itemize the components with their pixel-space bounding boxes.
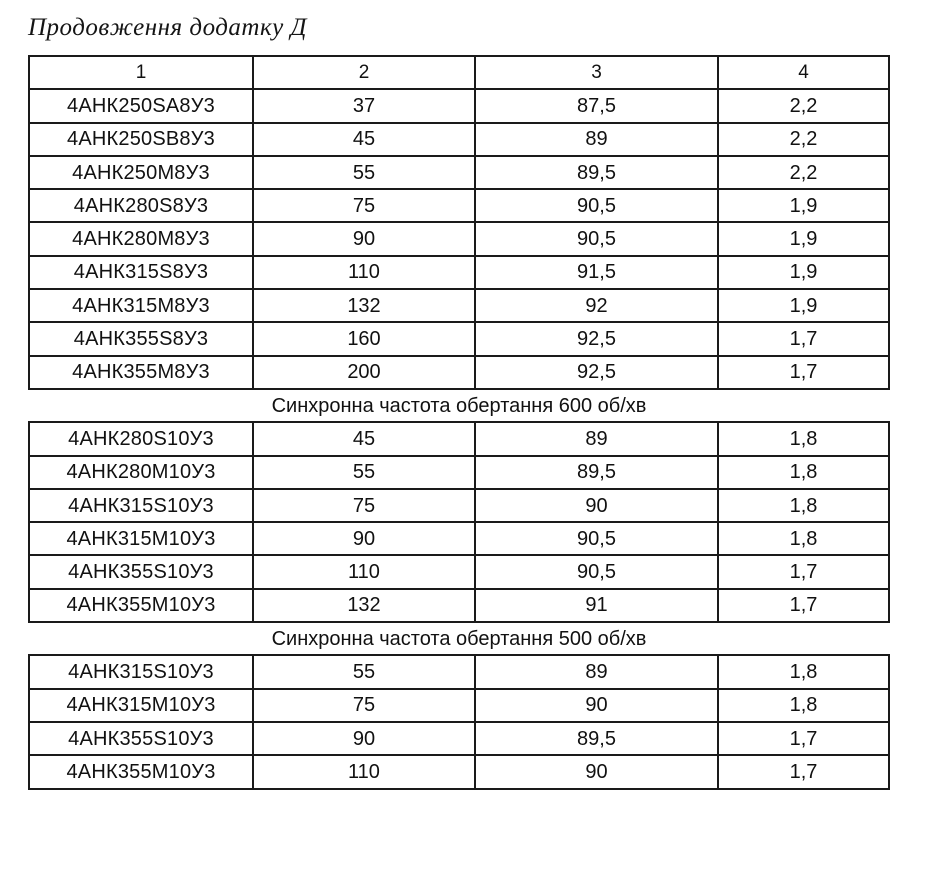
model-cell: 4АНК355S10У3 [29, 555, 253, 588]
model-cell: 4АНК355M10У3 [29, 589, 253, 622]
power-cell: 110 [253, 555, 475, 588]
model-cell: 4АНК355M8У3 [29, 356, 253, 389]
section-header-row [29, 389, 889, 422]
table-row [29, 722, 889, 755]
model-cell: 4АНК315M8У3 [29, 289, 253, 322]
ratio-cell: 1,7 [718, 755, 889, 788]
power-cell: 132 [253, 289, 475, 322]
model-cell: 4АНК315S10У3 [29, 655, 253, 688]
table-row [29, 522, 889, 555]
model-cell: 4АНК355S8У3 [29, 322, 253, 355]
power-cell: 75 [253, 189, 475, 222]
ratio-cell: 1,7 [718, 356, 889, 389]
table-row [29, 456, 889, 489]
table-row [29, 755, 889, 788]
motor-spec-table [28, 55, 890, 790]
efficiency-cell: 90 [475, 755, 718, 788]
efficiency-cell: 90,5 [475, 222, 718, 255]
table-body [29, 56, 889, 789]
ratio-cell: 1,8 [718, 422, 889, 455]
power-cell: 37 [253, 89, 475, 122]
section-header-row [29, 622, 889, 655]
power-cell: 110 [253, 755, 475, 788]
column-header: 4 [718, 56, 889, 89]
efficiency-cell: 92,5 [475, 356, 718, 389]
power-cell: 75 [253, 489, 475, 522]
power-cell: 132 [253, 589, 475, 622]
table-row [29, 356, 889, 389]
efficiency-cell: 92 [475, 289, 718, 322]
model-cell: 4АНК280M10У3 [29, 456, 253, 489]
ratio-cell: 1,8 [718, 689, 889, 722]
table-row [29, 589, 889, 622]
page-heading: Продовження додатку Д [28, 14, 307, 41]
efficiency-cell: 89,5 [475, 156, 718, 189]
model-cell: 4АНК280S10У3 [29, 422, 253, 455]
model-cell: 4АНК315M10У3 [29, 522, 253, 555]
efficiency-cell: 92,5 [475, 322, 718, 355]
ratio-cell: 1,8 [718, 489, 889, 522]
power-cell: 55 [253, 156, 475, 189]
model-cell: 4АНК250SB8У3 [29, 123, 253, 156]
power-cell: 90 [253, 722, 475, 755]
section-title: Синхронна частота обертання 600 об/хв [29, 389, 889, 422]
power-cell: 55 [253, 655, 475, 688]
power-cell: 45 [253, 123, 475, 156]
ratio-cell: 1,7 [718, 555, 889, 588]
table-row [29, 422, 889, 455]
ratio-cell: 1,7 [718, 322, 889, 355]
ratio-cell: 1,7 [718, 589, 889, 622]
power-cell: 90 [253, 222, 475, 255]
table-row [29, 256, 889, 289]
power-cell: 55 [253, 456, 475, 489]
power-cell: 75 [253, 689, 475, 722]
power-cell: 160 [253, 322, 475, 355]
efficiency-cell: 91 [475, 589, 718, 622]
efficiency-cell: 90,5 [475, 555, 718, 588]
model-cell: 4АНК250SA8У3 [29, 89, 253, 122]
table-row [29, 123, 889, 156]
table-row [29, 555, 889, 588]
efficiency-cell: 89 [475, 655, 718, 688]
ratio-cell: 2,2 [718, 89, 889, 122]
efficiency-cell: 90,5 [475, 189, 718, 222]
table-row [29, 322, 889, 355]
model-cell: 4АНК315S8У3 [29, 256, 253, 289]
table-row [29, 222, 889, 255]
ratio-cell: 2,2 [718, 156, 889, 189]
ratio-cell: 1,9 [718, 189, 889, 222]
ratio-cell: 1,8 [718, 522, 889, 555]
model-cell: 4АНК250M8У3 [29, 156, 253, 189]
ratio-cell: 1,9 [718, 289, 889, 322]
table-row [29, 156, 889, 189]
model-cell: 4АНК315S10У3 [29, 489, 253, 522]
ratio-cell: 1,8 [718, 456, 889, 489]
column-header: 2 [253, 56, 475, 89]
table-row [29, 289, 889, 322]
section-title: Синхронна частота обертання 500 об/хв [29, 622, 889, 655]
power-cell: 90 [253, 522, 475, 555]
model-cell: 4АНК355M10У3 [29, 755, 253, 788]
table-row [29, 489, 889, 522]
ratio-cell: 1,9 [718, 222, 889, 255]
table-row [29, 189, 889, 222]
column-number-row [29, 56, 889, 89]
table-row [29, 689, 889, 722]
ratio-cell: 1,8 [718, 655, 889, 688]
power-cell: 45 [253, 422, 475, 455]
column-header: 1 [29, 56, 253, 89]
model-cell: 4АНК315M10У3 [29, 689, 253, 722]
efficiency-cell: 90 [475, 689, 718, 722]
power-cell: 200 [253, 356, 475, 389]
efficiency-cell: 90,5 [475, 522, 718, 555]
efficiency-cell: 89,5 [475, 456, 718, 489]
efficiency-cell: 89,5 [475, 722, 718, 755]
ratio-cell: 1,7 [718, 722, 889, 755]
power-cell: 110 [253, 256, 475, 289]
efficiency-cell: 91,5 [475, 256, 718, 289]
efficiency-cell: 89 [475, 422, 718, 455]
efficiency-cell: 87,5 [475, 89, 718, 122]
ratio-cell: 1,9 [718, 256, 889, 289]
model-cell: 4АНК280M8У3 [29, 222, 253, 255]
model-cell: 4АНК355S10У3 [29, 722, 253, 755]
efficiency-cell: 89 [475, 123, 718, 156]
column-header: 3 [475, 56, 718, 89]
table-row [29, 655, 889, 688]
ratio-cell: 2,2 [718, 123, 889, 156]
model-cell: 4АНК280S8У3 [29, 189, 253, 222]
table-row [29, 89, 889, 122]
efficiency-cell: 90 [475, 489, 718, 522]
